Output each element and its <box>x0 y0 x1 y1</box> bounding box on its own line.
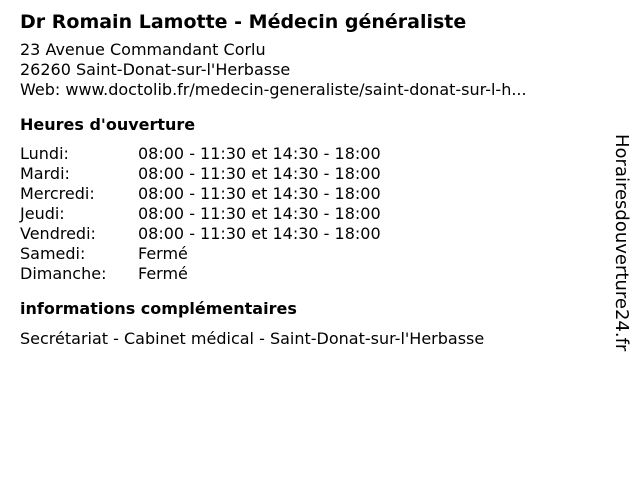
site-brand: Horairesdouverture24.fr <box>611 134 632 352</box>
day-label: Mercredi: <box>20 184 95 203</box>
day-hours: 08:00 - 11:30 et 14:30 - 18:00 <box>138 144 381 163</box>
day-hours: Fermé <box>138 264 188 283</box>
hours-table <box>20 144 600 284</box>
day-hours: 08:00 - 11:30 et 14:30 - 18:00 <box>138 184 381 203</box>
hours-row-wednesday <box>20 184 600 204</box>
day-label: Jeudi: <box>20 204 65 223</box>
hours-row-sunday <box>20 264 600 284</box>
address-city: 26260 Saint-Donat-sur-l'Herbasse <box>20 60 291 79</box>
hours-row-monday <box>20 144 600 164</box>
address-block <box>20 40 600 100</box>
day-label: Vendredi: <box>20 224 96 243</box>
hours-heading: Heures d'ouverture <box>20 115 196 134</box>
day-label: Dimanche: <box>20 264 107 283</box>
hours-row-tuesday <box>20 164 600 184</box>
day-hours: 08:00 - 11:30 et 14:30 - 18:00 <box>138 204 381 223</box>
page-title: Dr Romain Lamotte - Médecin généraliste <box>20 11 467 33</box>
day-label: Lundi: <box>20 144 69 163</box>
day-hours: 08:00 - 11:30 et 14:30 - 18:00 <box>138 164 381 183</box>
content <box>20 8 600 350</box>
extra-info-text: Secrétariat - Cabinet médical - Saint-Donat-sur-l'Herbasse <box>20 329 485 348</box>
hours-row-thursday <box>20 204 600 224</box>
address-street: 23 Avenue Commandant Corlu <box>20 40 266 59</box>
day-label: Mardi: <box>20 164 70 183</box>
website-link[interactable]: Web: www.doctolib.fr/medecin-generaliste/saint-donat-sur-l-h... <box>20 80 527 99</box>
day-hours: Fermé <box>138 244 188 263</box>
day-hours: 08:00 - 11:30 et 14:30 - 18:00 <box>138 224 381 243</box>
hours-row-friday <box>20 224 600 244</box>
hours-row-saturday <box>20 244 600 264</box>
extra-info-heading: informations complémentaires <box>20 299 297 318</box>
day-label: Samedi: <box>20 244 86 263</box>
